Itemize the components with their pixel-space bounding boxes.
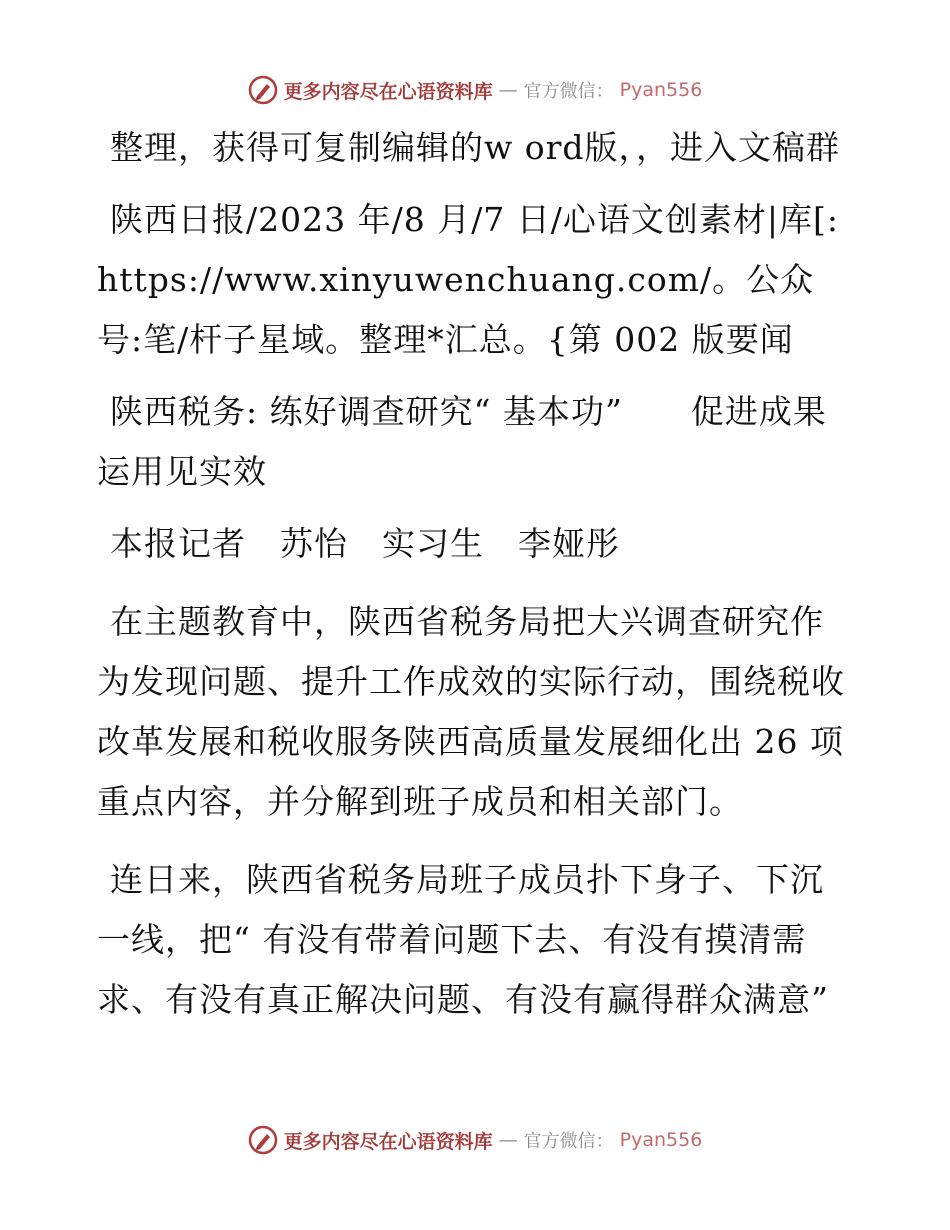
header-banner bbox=[0, 70, 950, 110]
article-paragraph: 在主题教育中，陕西省税务局把大兴调查研究作为发现问题、提升工作成效的实际行动，围绕税收改革发展和税收服务陕西高质量发展细化出 26 项重点内容，并分解到班子成员和相关部门。 bbox=[97, 602, 845, 821]
paragraph-intro: 整理，获得可复制编辑的w ord版，，进入文稿群 bbox=[110, 128, 841, 167]
banner-wechat-id: Pyan556 bbox=[619, 1129, 703, 1151]
banner-title: 更多内容尽在心语资料库 bbox=[283, 1130, 493, 1153]
document-body bbox=[97, 118, 849, 1048]
footer-banner bbox=[0, 1120, 950, 1160]
paragraph-source: 陕西日报/2023 年/8 月/7 日/心语文创素材|库[: https://www.xinyuwenchuang.com/。公众号:笔/杆子星域。整理*汇总。{第 002 版要闻 bbox=[97, 200, 840, 359]
banner-title: 更多内容尽在心语资料库 bbox=[283, 80, 493, 103]
banner-separator: — bbox=[498, 1129, 518, 1151]
banner-wechat-label: 官方微信： bbox=[523, 81, 614, 102]
article-paragraph: 连日来，陕西省税务局班子成员扑下身子、下沉一线，把“ 有没有带着问题下去、有没有摸清需求、有没有真正解决问题、有没有赢得群众满意” bbox=[97, 860, 829, 1019]
article-headline: 陕西税务: 练好调查研究“ 基本功” 促进成果运用见实效 bbox=[97, 392, 827, 491]
pen-logo-icon bbox=[248, 1125, 278, 1155]
article-byline: 本报记者 苏怡 实习生 李娅彤 bbox=[110, 524, 620, 563]
banner-wechat-id: Pyan556 bbox=[619, 79, 703, 101]
banner-wechat-label: 官方微信： bbox=[523, 1131, 614, 1152]
banner-separator: — bbox=[498, 79, 518, 101]
pen-logo-icon bbox=[248, 75, 278, 105]
